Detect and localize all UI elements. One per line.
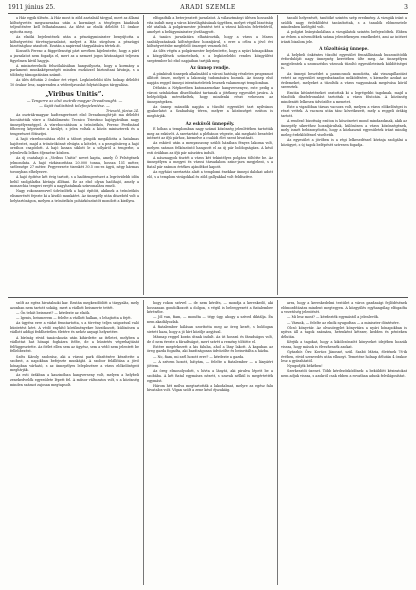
paragraph: A tanács javaslatára elhatározták, hogy a város a Maros szabályozásának költségeihez hozzájárul, s erre a célra a jövő évi költségvetésbe megfelelő összeget vesznek fel. [147, 34, 273, 49]
paragraph: Gyászhír. Özv. Kovács Jánosné, szül. Szabó Mária, életének 78-ik évében, rövid szenvedés után elhunyt. Temetése holnap délután 4 órakor lesz a gyászháztól. [281, 349, 407, 364]
paragraph: A fiatalember hálásan szorította meg az öreg kezét, s boldogan sietett haza, hogy a jó hírt közölje anyjával. [147, 325, 273, 334]
article-column-2 [147, 16, 273, 294]
article-column-1 [10, 16, 139, 294]
paragraph: Az elnöki bejelentések után a pénzügyminiszter benyújtotta a költségvetési törvényjavaslatot, melyet a Ház sürgősen a pénzügyi bizottsághoz utasított. Ezután a napirend tárgyalására tértek át. [10, 34, 139, 49]
paragraph: — A szívem hozott, bátyám, — felelte a fiatalember — a lányáért jöttem. [147, 359, 273, 369]
paragraph: Az osztrák-magyar hadtengerészet első Dreadnought-ját ma délelőtt bocsátották vízre a Stabilimento Tecnico Triestino hajógyárában nagy ünnepélyességgel. A vízrebocsátáson a trónörökös, Ferenc Ferdinánd főherceg képviselte a királyt, s jelen voltak a közös miniszterek és a tengerészet főtisztjei. [10, 113, 139, 136]
paragraph: Az esküvő után a menyasszony szülői házában fényes lakoma volt, melyen számos felköszöntő hangzott el az új pár boldogságára. A késő esti órákban az ifjú pár nászútra indult. [147, 141, 273, 155]
section-rule [8, 297, 408, 298]
paragraph: Kérjük a tagokat, hogy a kikölcsönzött könyveket idejében hozzák vissza, hogy mások is élvezhessék azokat. [281, 340, 407, 349]
paragraph: Délután a Népkertben katonazenekar hangversenyez, este pedig a városi színházban díszelőadást tartanak a jótékony egyesület javára. A belépődíjak mérsékeltek, hogy mindenki részt vehessen az ünnepségeken. [147, 85, 273, 104]
paragraph: hogy rokon szívvel — de nem kérdés, — mondja a kereskedő, aki hosszasan gondolkozott a dolgon, s végül is beleegyezett a fiatalember kérésébe. [147, 301, 273, 315]
column-divider [277, 15, 278, 295]
paragraph: — Mi lesz most? — kérdezték egymástól a jelenlevők. [287, 315, 379, 320]
paragraph: A hajó építése két évig tartott, s a haditengerészet a legrövidebb időn belül szolgálatba kívánja állítani. Ez az első olyan hadihajó, amely a monarchia tengeri erejét a nagyhatalmak színvonalára emeli. [10, 174, 139, 189]
paragraph: Olcsó könyvtár. Az olvasóegylet könyvtára a nyári hónapokban is nyitva áll a tagok számára, hetenként kétszer, kedden és pénteken délután. [281, 325, 407, 339]
paragraph: Az egyesület a jövőben is a régi lelkesedéssel kívánja szolgálni a közügyet, s új tagok belépését szívesen fogadja. [281, 138, 407, 147]
paragraph: szólt az egész hivatalnoki kar. Ezután megkezdődött a tárgyalás, mely azonban nem tartott sokáig, mert a vádlott beismerte tettét. [10, 301, 139, 310]
paragraph: A bíróság rövid tanácskozás után kihirdette az ítéletet, melyben a vádlottat hat hónapi fogházra ítélte, de a büntetés végrehajtását felfüggesztette. Az ítélet ellen sem az ügyész, sem a védő nem jelentett be fellebbezést. [10, 335, 139, 354]
article-subtitle: — Saját tudósítónk telefonjelentése. — [39, 104, 110, 109]
article-title: „Viribus Unitis”. [45, 90, 104, 99]
paragraph: A pünkösdi ünnepek alkalmából a városi hatóság részletes programot állított össze, melyet a lakosság tudomására hozunk. Az ünnep első napján reggel ünnepi istentiszteletek lesznek valamennyi templomban. [147, 71, 273, 85]
paragraph: — Várunk, — felelte az elnök nyugodtan — a miniszter döntésére. [287, 320, 400, 325]
paragraph: Nyugodjék békében! [287, 364, 323, 369]
article-headline: Az ünnep rendje. [190, 65, 230, 71]
paragraph: Az esti órákban a kaszinóban hangverseny volt, melyen a helybeli zenekedvelők egyesülete lépett fel. A műsor változatos volt, s a közönség minden számot zajosan megtapsolt. [10, 373, 139, 387]
paragraph: Három hét múlva megtartották a lakodalmat, melyre az egész falu hivatalos volt. Vígan szólt a zene késő éjszakáig. [147, 383, 273, 393]
paragraph: elfogadták a beterjesztett javaslatot. A választmányi ülésen hosszabb vita indult meg a város közvilágításának ügyében, melyet végül bizottság elé utaltak. A polgármester jelentést tett a városi kölcsön felvételéről, amelyet a belügyminiszter jóváhagyott. [147, 16, 273, 34]
paragraph: — Jól van, fiam, — mondta — tégy úgy, ahogy a szíved diktálja. Én nem akadályozlak. [147, 315, 273, 324]
paragraph: Nagy rokonszenvvel üdvözölték a hajó építőit, akiknek a trónörökös elismerését fejezte ki a kiváló munkáért. Az ünnepély után díszebéd volt a helytartóságon, melyen a trónörökös pohárköszöntőt mondott a királyra. [10, 189, 139, 203]
dateline: Triesztő, június 24. [106, 108, 139, 113]
paragraph: Az új csatahajó a „Viribus Unitis” nevet kapta, amely Ő Felségének jelmondata. A hajó vízkiszorítása 20.000 tonna, hossza 151 méter, szélessége 27 méter. Fegyverzete tizenkét 30.5 cm-es ágyú, négy hármas toronyban elhelyezve. [10, 156, 139, 174]
page-header [8, 3, 408, 12]
column-divider [143, 15, 144, 295]
paragraph: Az öreg elmosolyodott, s hívta a lányát, aki pirulva lépett be a szobába. A két fiatal egymásra nézett, s szavak nélkül is megértették egymást. [147, 369, 273, 383]
paragraph: Másnap reggel korán útnak indult. Az út hosszú és fáradságos volt, de ő nem érezte a fáradtságot, mert szívét a remény töltötte el. [147, 334, 273, 344]
issue-date: 1911 június 25. [8, 4, 56, 11]
paragraph: Az ügyész erre a vádat fenntartotta, s a törvény teljes szigorával való büntetést kért. A védő enyhítő körülményekre hivatkozott, különösen a vádlott addigi feddhetetlen életére és nehéz anyagi helyzetére. [10, 321, 139, 335]
paragraph: Szőts Károly szobrász, aki a városi park díszítésére készítette a szobrot, a napokban befejezte munkáját. A szobor felállítása a jövő hónapban várható, s az ünnepélyes leleplezésre a város előkelőségeit meghívják. [10, 354, 139, 373]
article-headline: A tűzoltóság ünnepe. [319, 46, 369, 52]
paragraph: — Ön tehát beismeri? — kérdezte az elnök. [16, 310, 91, 315]
newspaper-title: ARADI SZEMLE [180, 4, 236, 11]
paragraph: E hóban a templomban nagy számú közönség jelenlétében tartották meg az esküvőt. A szertartást a plébános végezte, aki megható beszédet intézett az ifjú párhoz, kiemelve a családi élet szent hivatását. [147, 127, 273, 141]
paragraph: tanuló helyezését, tanítóké szintén szép eredmény. A vizsgák iránt a szülők nagy érdeklődést tanúsítottak, s a tanulók előmenetele mindenben kielégítő volt. [281, 16, 407, 30]
article-subtitle: — Tengerre az első osztrák-magyar Dreadnought. — [26, 99, 123, 104]
paragraph: — Igenis, beismerem — felelte a vádlott halkan, s lehajtotta a fejét. [16, 315, 132, 320]
paragraph: A násznagyok tisztét a város két tekintélyes polgára töltötte be. Az ünnepélyen a megyei és városi társadalom színe-java megjelent, s a fiatal pár számos értékes ajándékot kapott. [147, 155, 273, 169]
paragraph: a Ház egyik ülésén. A Ház most is zöld asztalnál tárgyal, mert az állami költségvetés megszavazása után a kormányt a tényleges kiadások teljesítésére kell felhatalmazni. Az ülést az elnök délelőtt 11 órakor nyitotta meg. [10, 16, 139, 34]
paragraph: A polgári leányiskolában a vizsgálatok szintén befejeződtek. Ebben az évben a növendékek száma jelentékenyen emelkedett, ami az intézet iránti bizalom jele. [281, 30, 407, 44]
paragraph: Szerkesztői üzenet. Több kérdezősködőnek: a beküldött kéziratokat nem adjuk vissza, s azokról csak ebben a rovatban adunk felvilágosítást. [281, 369, 407, 379]
page-number: 3 [404, 4, 408, 11]
paragraph: Az egyházi szertartás alatt a templomi énekkar ünnepi dalokat adott elő, s a templom virágokkal és zöld gallyakkal volt feldíszítve. [147, 170, 273, 179]
paragraph: arra, hogy a kereskedelmi testület a város gazdasági fejlődésének előmozdítására mindent megtegyen. A közgyűlés egyhangúlag elfogadta a vezetőség jelentését. [281, 301, 407, 315]
paragraph: Kossuth Ferenc a függetlenségi párt nevében kijelentette, hogy a párt a javaslatot nem fogadja el, mert az a nemzet jogos kívánságait teljesen figyelmen kívül hagyja. [10, 49, 139, 63]
paragraph: Estére megérkezett a kis faluba, ahol a lány lakott. A kapuban az öreg gazda fogadta, aki barátságosan üdvözölte és beinvitálta a házba. [147, 344, 273, 354]
paragraph: — No, fiam, mi szél hozott erre? — kérdezte a gazda. [153, 354, 245, 359]
column-divider [143, 300, 144, 585]
article-column-3 [281, 16, 407, 294]
article-column-5 [147, 301, 273, 585]
header-rule [8, 13, 408, 14]
paragraph: A hajó vízrebocsátása előtt a tábori püspök megáldotta a hatalmas hajótestet, majd a trónörökösné elvágta a kötelet, s a pezsgősüveg a hajó orrához csapódott. A hajó lassan siklott le a sólyáról a tengerbe, a jelenlevők lelkes éljenzése közben. [10, 137, 139, 155]
paragraph: Este a vigadóban társas vacsora volt, melyen a város előkelőségei is részt vettek. A vacsora után tánc következett, mely a reggeli órákig tartott. [281, 104, 407, 119]
column-divider [277, 300, 278, 585]
paragraph: A rendező bizottság ezúton is köszönetet mond mindazoknak, akik az ünnepély sikeréhez hozzájárultak, különösen a város közönségének, mely ismét bebizonyította, hogy a közhasznú egyesületek iránt mindig meleg érdeklődéssel viseltetik. [281, 119, 407, 138]
paragraph: Ezután kitüntetéseket osztottak ki a legrégebbi tagoknak, majd a tűzoltók díszfelvonulást tartottak a város főutcáin. A közönség mindenütt lelkesen üdvözölte a menetet. [281, 90, 407, 104]
paragraph: Az ünnepi beszédet a parancsnok mondotta, aki visszapillantást vetett az egyesület negyedszázados működésére, s kiemelte azokat az érdemeket, melyeket a tűzoltók a város vagyonának megóvása körül szereztek. [281, 71, 407, 90]
paragraph: Az ülés végén a polgármester bejelentette, hogy a nyári hónapokban a közgyűlések szünetelnek, s a legközelebbi rendes közgyűlést szeptember hó első napjaiban tartják meg. [147, 49, 273, 63]
article-headline: Az esküvői ünnepély. [185, 120, 235, 126]
paragraph: Az ülés délután 2 órakor ért véget. Legközelebbi ülés holnap délelőtt 10 órakor lesz, napirenden a véderőjavaslat folytatólagos tárgyalása. [10, 78, 139, 87]
article-column-6 [281, 301, 407, 585]
paragraph: A helybeli önkéntes tűzoltó egyesület fennállásának huszonötödik évfordulóját nagy ünnepség keretében ülte meg. Az ünnepélyen megjelentek a szomszédos városok tűzoltó egyesületeinek küldöttségei is. [281, 52, 407, 71]
paragraph: Az ünnep második napján a tűzoltó egyesület tart nyilvános gyakorlatot a Szabadság téren, melyre a közönséget ezúton is meghívják. [147, 104, 273, 119]
paragraph: A miniszterelnök felszólalásában hangsúlyozta, hogy a kormány a parlament munkaképességét minden eszközzel biztosítani kívánja, s a többség támogatására számít. [10, 63, 139, 77]
article-column-4 [10, 301, 139, 585]
